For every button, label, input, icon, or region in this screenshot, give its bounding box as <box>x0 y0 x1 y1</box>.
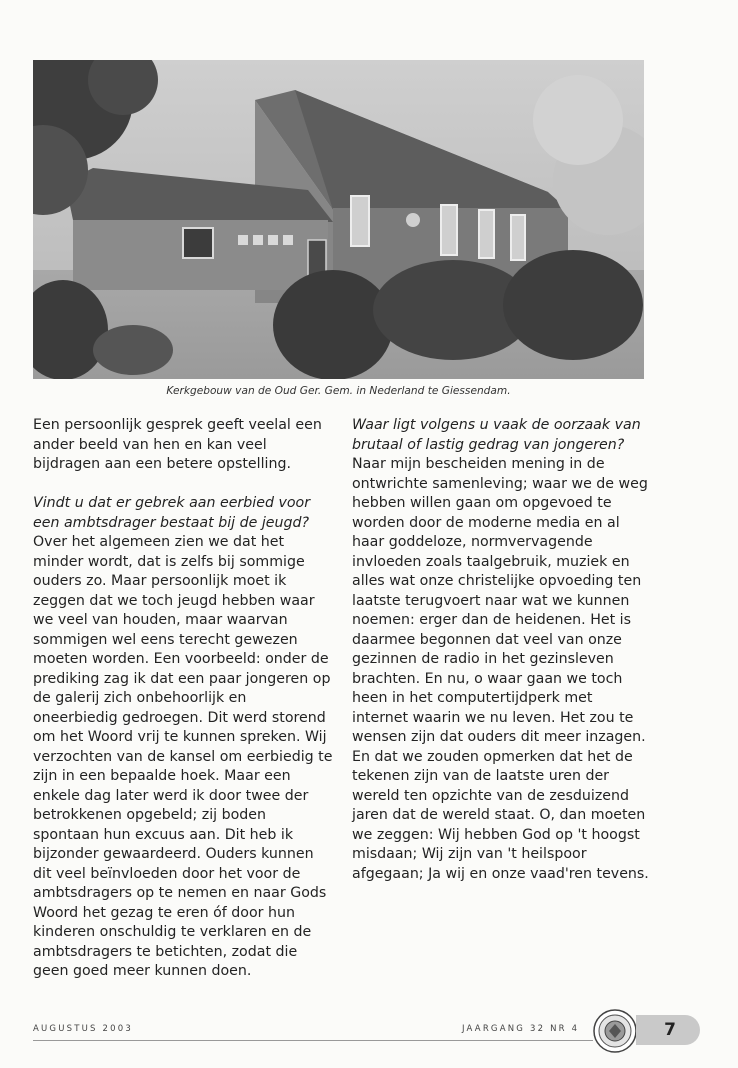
church-photo <box>33 60 644 379</box>
footer-volume: JAARGANG 32 NR 4 <box>462 1024 580 1034</box>
seal-icon <box>592 1008 638 1058</box>
paragraph: Over het algemeen zien we dat het minder wordt, dat is zelfs bij sommige ouders zo. Maar persoonlijk moet ik zeggen dat we toch jeugd hebben waar we veel van houden, maar waarvan sommigen wel eens terecht gewezen moeten worden. Een voorbeeld: onder de prediking zag ik dat een paar jongeren op de galerij zich onbehoorlijk en oneerbiedig gedroegen. Dit werd storend om het Woord vrij te kunnen spreken. Wij verzochten van de kansel om eerbiedig te zijn in een bepaalde hoek. Maar een enkele dag later werd ik door twee der betrokkenen opgebeld; zij boden spontaan hun excuus aan. Dit heb ik bijzonder gewaardeerd. Ouders kunnen dit veel beïnvloeden door het voor de ambtsdragers op te nemen en naar Gods Woord het gezag te eren óf door hun kinderen onschuldig te verklaren en de ambtsdragers te betichten, zodat die geen goed meer kunnen doen. <box>33 534 333 979</box>
paragraph: Naar mijn bescheiden mening in de ontwrichte samenleving; waar we de weg hebben willen gaan om opgevoed te worden door de moderne media en al haar goddeloze, normvervagende invloeden zoals taalgebruik, muziek en alles wat onze christelijke opvoeding ten laatste terugvoert naar wat we kunnen noemen: erger dan de heidenen. Het is daarmee begonnen dat veel van onze gezinnen de radio in het gezinsleven brachten. En nu, o waar gaan we toch heen in het computertijdperk met internet waarin we nu leven. Het zou te wensen zijn dat ouders dit meer inzagen. En dat we zouden opmerken dat het de tekenen zijn van de laatste uren der wereld ten opzichte van de zesduizend jaren dat de wereld staat. O, dan moeten we zeggen: Wij hebben God op 't hoogst misdaan; Wij zijn van 't heilspoor afgegaan; Ja wij en onze vaad'ren tevens. <box>352 456 649 882</box>
interview-question: Waar ligt volgens u vaak de oorzaak van brutaal of lastig gedrag van jongeren? <box>352 417 641 453</box>
left-column <box>33 416 333 1001</box>
right-column <box>352 416 652 904</box>
footer-date: AUGUSTUS 2003 <box>33 1024 133 1034</box>
footer-divider <box>33 1040 593 1041</box>
page-number: 7 <box>636 1015 700 1045</box>
church-building-illustration <box>33 60 644 379</box>
paragraph: Een persoonlijk gesprek geeft veelal een ander beeld van hen en kan veel bijdragen aan een betere opstelling. <box>33 417 322 472</box>
interview-question: Vindt u dat er gebrek aan eerbied voor een ambtsdrager bestaat bij de jeugd? <box>33 495 311 531</box>
photo-caption: Kerkgebouw van de Oud Ger. Gem. in Nederland te Giessendam. <box>166 385 511 397</box>
